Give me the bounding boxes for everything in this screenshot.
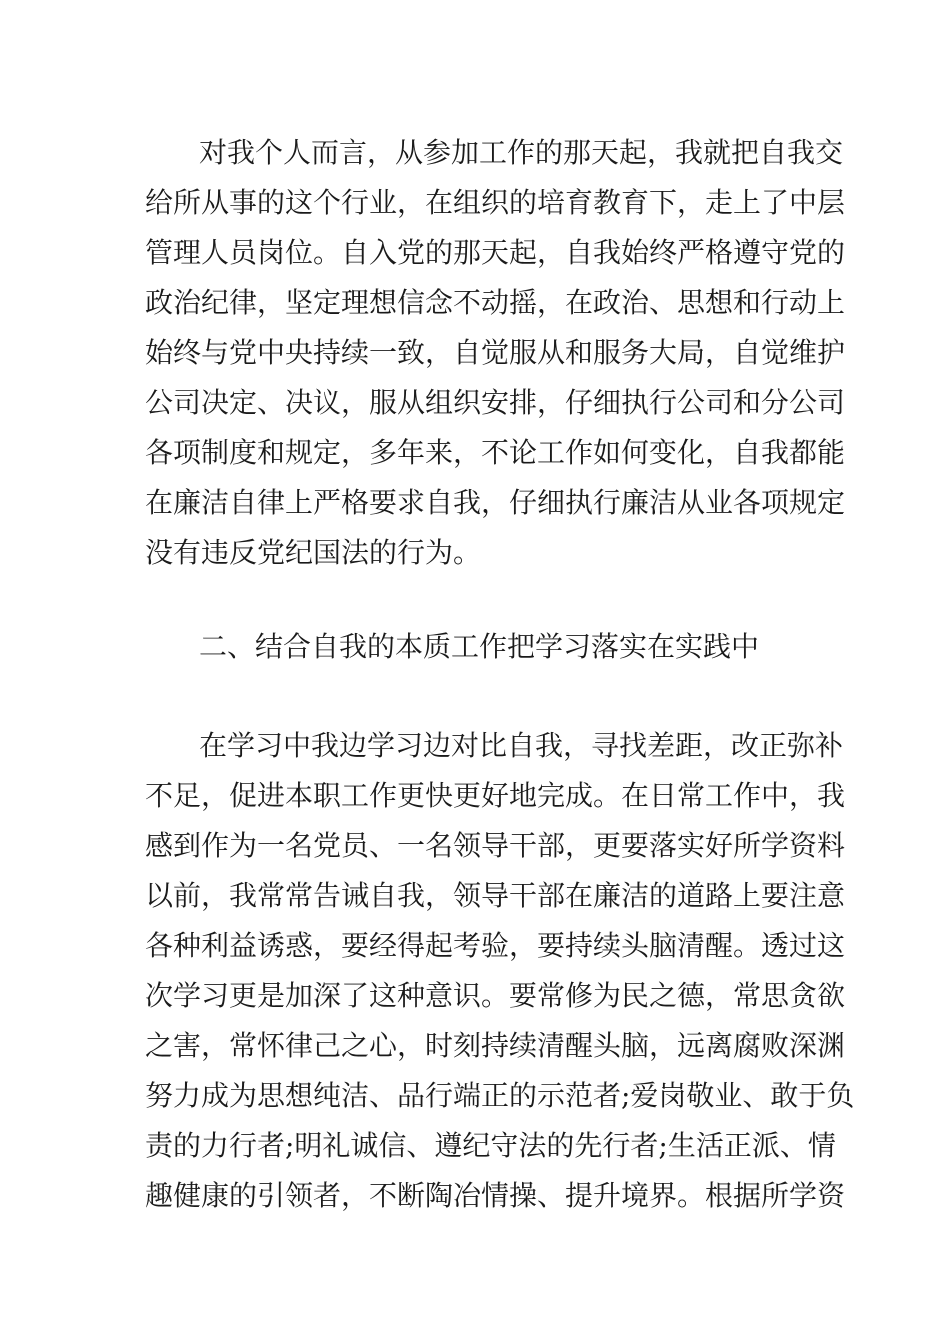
paragraph-line: 责的力行者;明礼诚信、遵纪守法的先行者;生活正派、情 bbox=[145, 1129, 836, 1162]
paragraph-line: 次学习更是加深了这种意识。要常修为民之德，常思贪欲 bbox=[145, 979, 846, 1012]
paragraph-line: 对我个人而言，从参加工作的那天起，我就把自我交 bbox=[199, 136, 844, 169]
paragraph-line: 公司决定、决议，服从组织安排，仔细执行公司和分公司 bbox=[145, 386, 846, 419]
paragraph-line: 之害，常怀律己之心，时刻持续清醒头脑，远离腐败深渊 bbox=[145, 1029, 846, 1062]
paragraph-line: 管理人员岗位。自入党的那天起，自我始终严格遵守党的 bbox=[145, 236, 846, 269]
paragraph-line: 趣健康的引领者，不断陶冶情操、提升境界。根据所学资 bbox=[145, 1179, 846, 1212]
paragraph-line: 在廉洁自律上严格要求自我，仔细执行廉洁从业各项规定 bbox=[145, 486, 846, 519]
section-heading: 二、结合自我的本质工作把学习落实在实践中 bbox=[199, 630, 760, 663]
paragraph-line: 政治纪律，坚定理想信念不动摇，在政治、思想和行动上 bbox=[145, 286, 846, 319]
paragraph-line: 始终与党中央持续一致，自觉服从和服务大局，自觉维护 bbox=[145, 336, 846, 369]
paragraph-line: 以前，我常常告诫自我，领导干部在廉洁的道路上要注意 bbox=[145, 879, 846, 912]
paragraph-line: 各项制度和规定，多年来，不论工作如何变化，自我都能 bbox=[145, 436, 846, 469]
paragraph-line: 没有违反党纪国法的行为。 bbox=[145, 536, 482, 569]
paragraph-line: 给所从事的这个行业，在组织的培育教育下，走上了中层 bbox=[145, 186, 846, 219]
paragraph-line: 努力成为思想纯洁、品行端正的示范者;爱岗敬业、敢于负 bbox=[145, 1079, 855, 1112]
paragraph-line: 各种利益诱惑，要经得起考验，要持续头脑清醒。透过这 bbox=[145, 929, 846, 962]
paragraph-line: 不足，促进本职工作更快更好地完成。在日常工作中，我 bbox=[145, 779, 846, 812]
paragraph-line: 感到作为一名党员、一名领导干部，更要落实好所学资料 bbox=[145, 829, 846, 862]
paragraph-line: 在学习中我边学习边对比自我，寻找差距，改正弥补 bbox=[199, 729, 844, 762]
